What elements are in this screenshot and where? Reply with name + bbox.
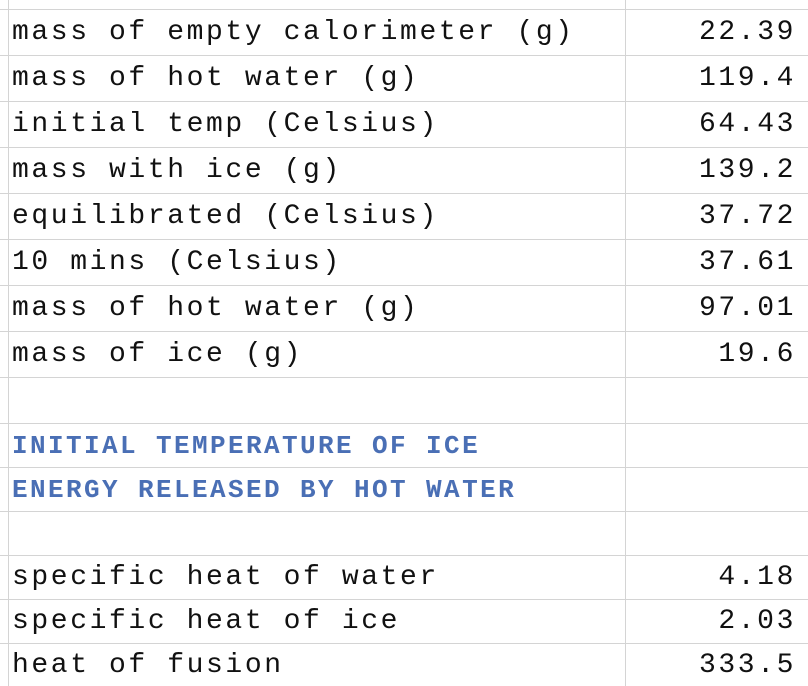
value-cell[interactable]: 2.03 [718, 606, 796, 637]
label-cell[interactable]: equilibrated (Celsius) [12, 201, 439, 232]
table-row [0, 644, 808, 686]
value-cell[interactable]: 333.5 [698, 649, 796, 681]
label-cell[interactable]: 10 mins (Celsius) [12, 247, 342, 278]
label-cell[interactable]: mass with ice (g) [12, 155, 342, 186]
heading-energy-released[interactable]: ENERGY RELEASED BY HOT WATER [12, 474, 517, 505]
header-strip [0, 0, 808, 10]
table-row [0, 512, 808, 556]
label-cell[interactable]: heat of fusion [12, 649, 284, 681]
label-cell[interactable]: specific heat of water [12, 562, 439, 593]
label-cell[interactable] [0, 378, 626, 423]
table-row [0, 148, 808, 194]
label-cell[interactable]: initial temp (Celsius) [12, 109, 439, 140]
value-cell[interactable] [626, 378, 808, 423]
column-divider-left [8, 0, 9, 686]
label-cell[interactable]: mass of empty calorimeter (g) [12, 17, 575, 48]
table-row [0, 56, 808, 102]
table-row [0, 240, 808, 286]
table-row [0, 468, 808, 512]
value-cell[interactable]: 37.61 [698, 247, 796, 278]
value-cell[interactable]: 119.4 [698, 63, 796, 94]
value-cell[interactable]: 64.43 [698, 109, 796, 140]
label-cell[interactable]: mass of hot water (g) [12, 293, 420, 324]
value-cell[interactable]: 4.18 [718, 562, 796, 593]
value-cell[interactable]: 19.6 [718, 339, 796, 370]
table-row [0, 556, 808, 600]
table-row [0, 424, 808, 468]
table-row [0, 332, 808, 378]
label-cell[interactable]: mass of hot water (g) [12, 63, 420, 94]
label-cell[interactable] [0, 512, 626, 555]
value-cell[interactable]: 97.01 [698, 293, 796, 324]
value-cell[interactable]: 37.72 [698, 201, 796, 232]
label-cell[interactable]: mass of ice (g) [12, 339, 304, 370]
table-row [0, 600, 808, 644]
table-row [0, 286, 808, 332]
value-cell[interactable] [626, 512, 808, 555]
label-cell[interactable]: specific heat of ice [12, 606, 401, 637]
value-cell[interactable] [626, 424, 808, 467]
heading-initial-temp-ice[interactable]: INITIAL TEMPERATURE OF ICE [12, 430, 481, 461]
table-row [0, 102, 808, 148]
table-row [0, 194, 808, 240]
table-row [0, 10, 808, 56]
value-cell[interactable] [626, 468, 808, 511]
value-cell[interactable]: 139.2 [698, 155, 796, 186]
column-divider-middle [625, 0, 626, 686]
value-cell[interactable]: 22.39 [698, 17, 796, 48]
table-row [0, 378, 808, 424]
